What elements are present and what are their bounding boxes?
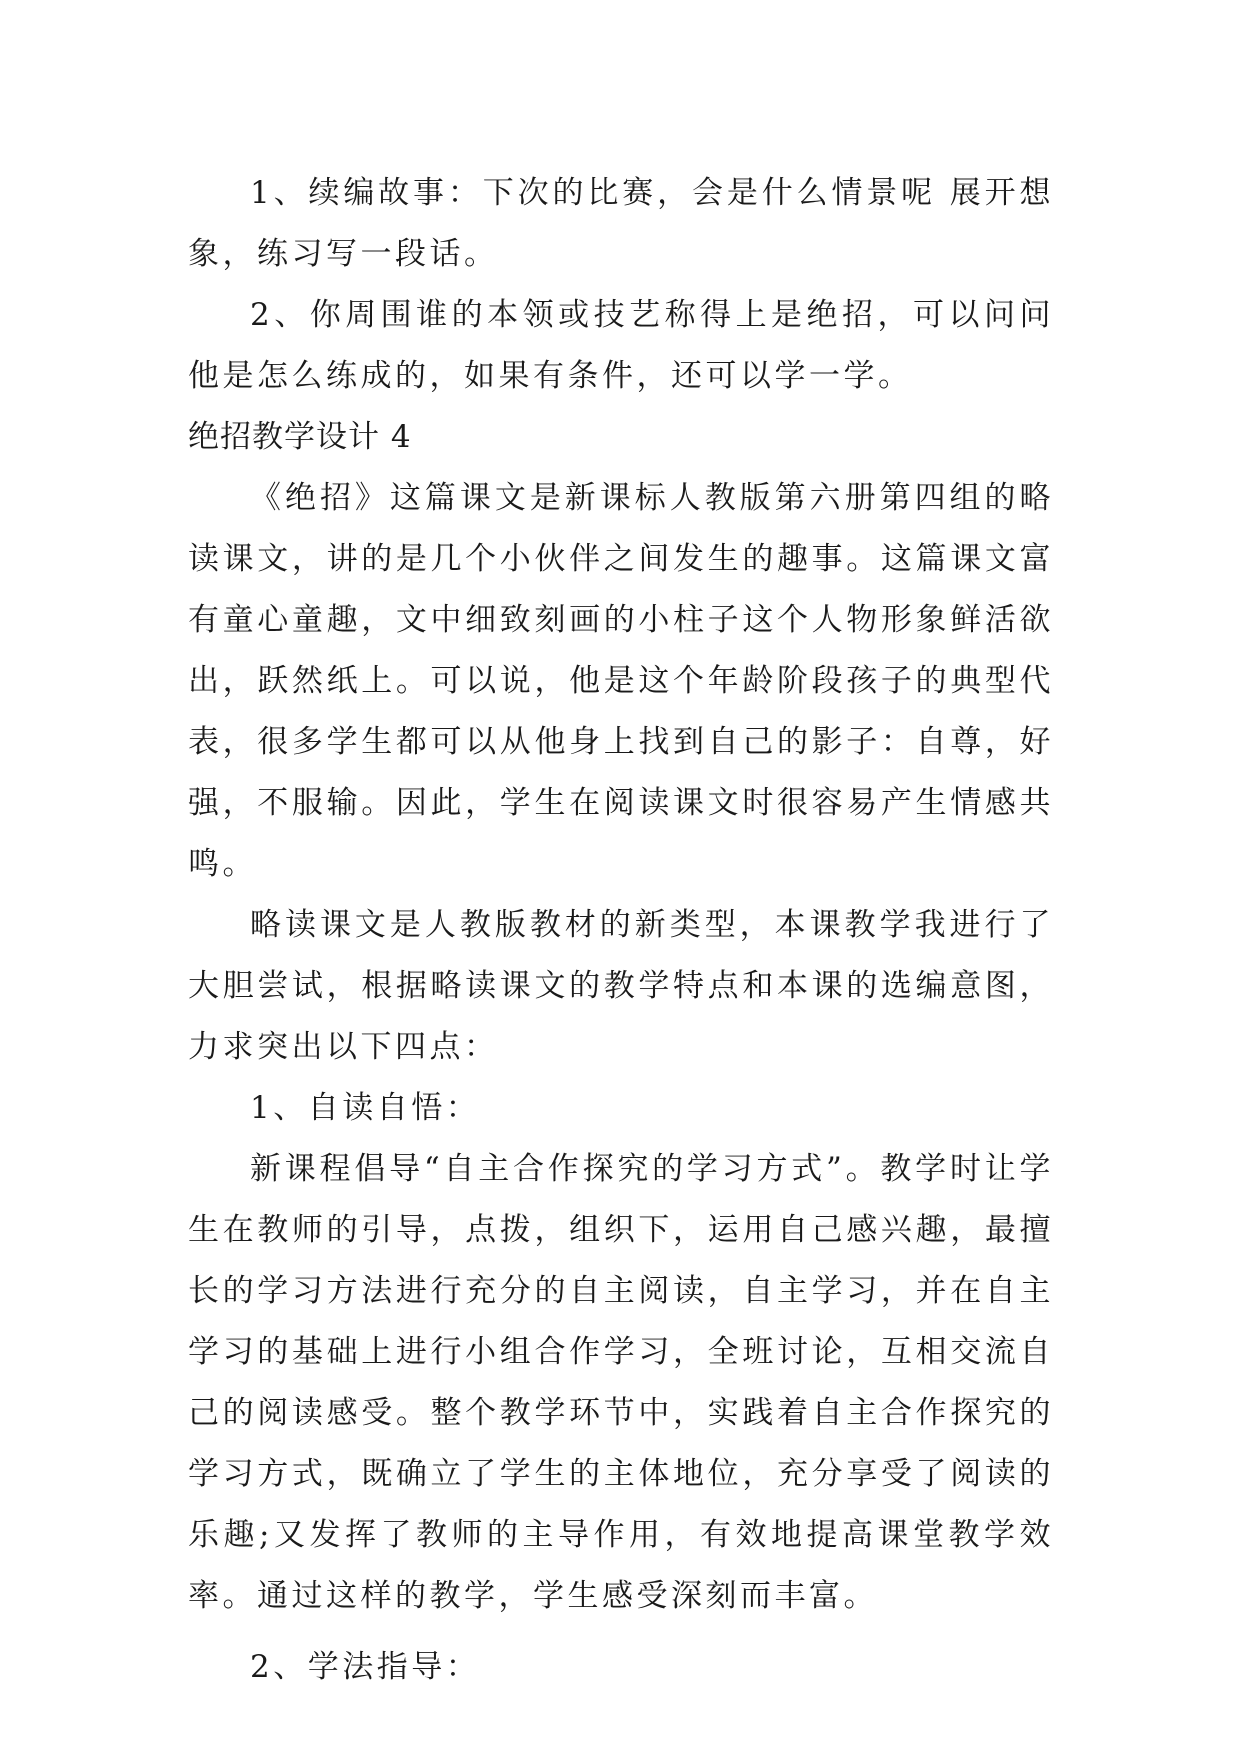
paragraph-lesson-intro: 《绝招》这篇课文是新课标人教版第六册第四组的略读课文，讲的是几个小伙伴之间发生的趣事。这篇课文富有童心童趣，文中细致刻画的小柱子这个人物形象鲜活欲出，跃然纸上。可以说，他是这个年龄阶段孩子的典型代表，很多学生都可以从他身上找到自己的影子：自尊，好强，不服输。因此，学生在阅读课文时很容易产生情感共鸣。 [188,480,1054,882]
list-item-self-reading: 1、自读自悟： [250,1090,481,1126]
paragraph-ask-about-skill: 2、你周围谁的本领或技艺称得上是绝招，可以问问他是怎么练成的，如果有条件，还可以学一学。 [188,297,1054,394]
list-item-method-guidance: 2、学法指导： [250,1649,481,1685]
paragraph-reading-type: 略读课文是人教版教材的新类型，本课教学我进行了大胆尝试，根据略读课文的教学特点和本课的选编意图，力求突出以下四点： [188,907,1054,1065]
paragraph-self-reading-detail: 新课程倡导“自主合作探究的学习方式”。教学时让学生在教师的引导，点拨，组织下，运用自己感兴趣，最擅长的学习方法进行充分的自主阅读，自主学习，并在自主学习的基础上进行小组合作学习，全班讨论，互相交流自己的阅读感受。整个教学环节中，实践着自主合作探究的学习方式，既确立了学生的主体地位，充分享受了阅读的乐趣;又发挥了教师的主导作用，有效地提高课堂教学效率。通过这样的教学，学生感受深刻而丰富。 [188,1151,1054,1614]
document-body [188,163,1054,1698]
section-heading: 绝招教学设计 4 [188,419,412,455]
paragraph-continue-story: 1、续编故事：下次的比赛，会是什么情景呢 展开想象，练习写一段话。 [188,175,1054,272]
